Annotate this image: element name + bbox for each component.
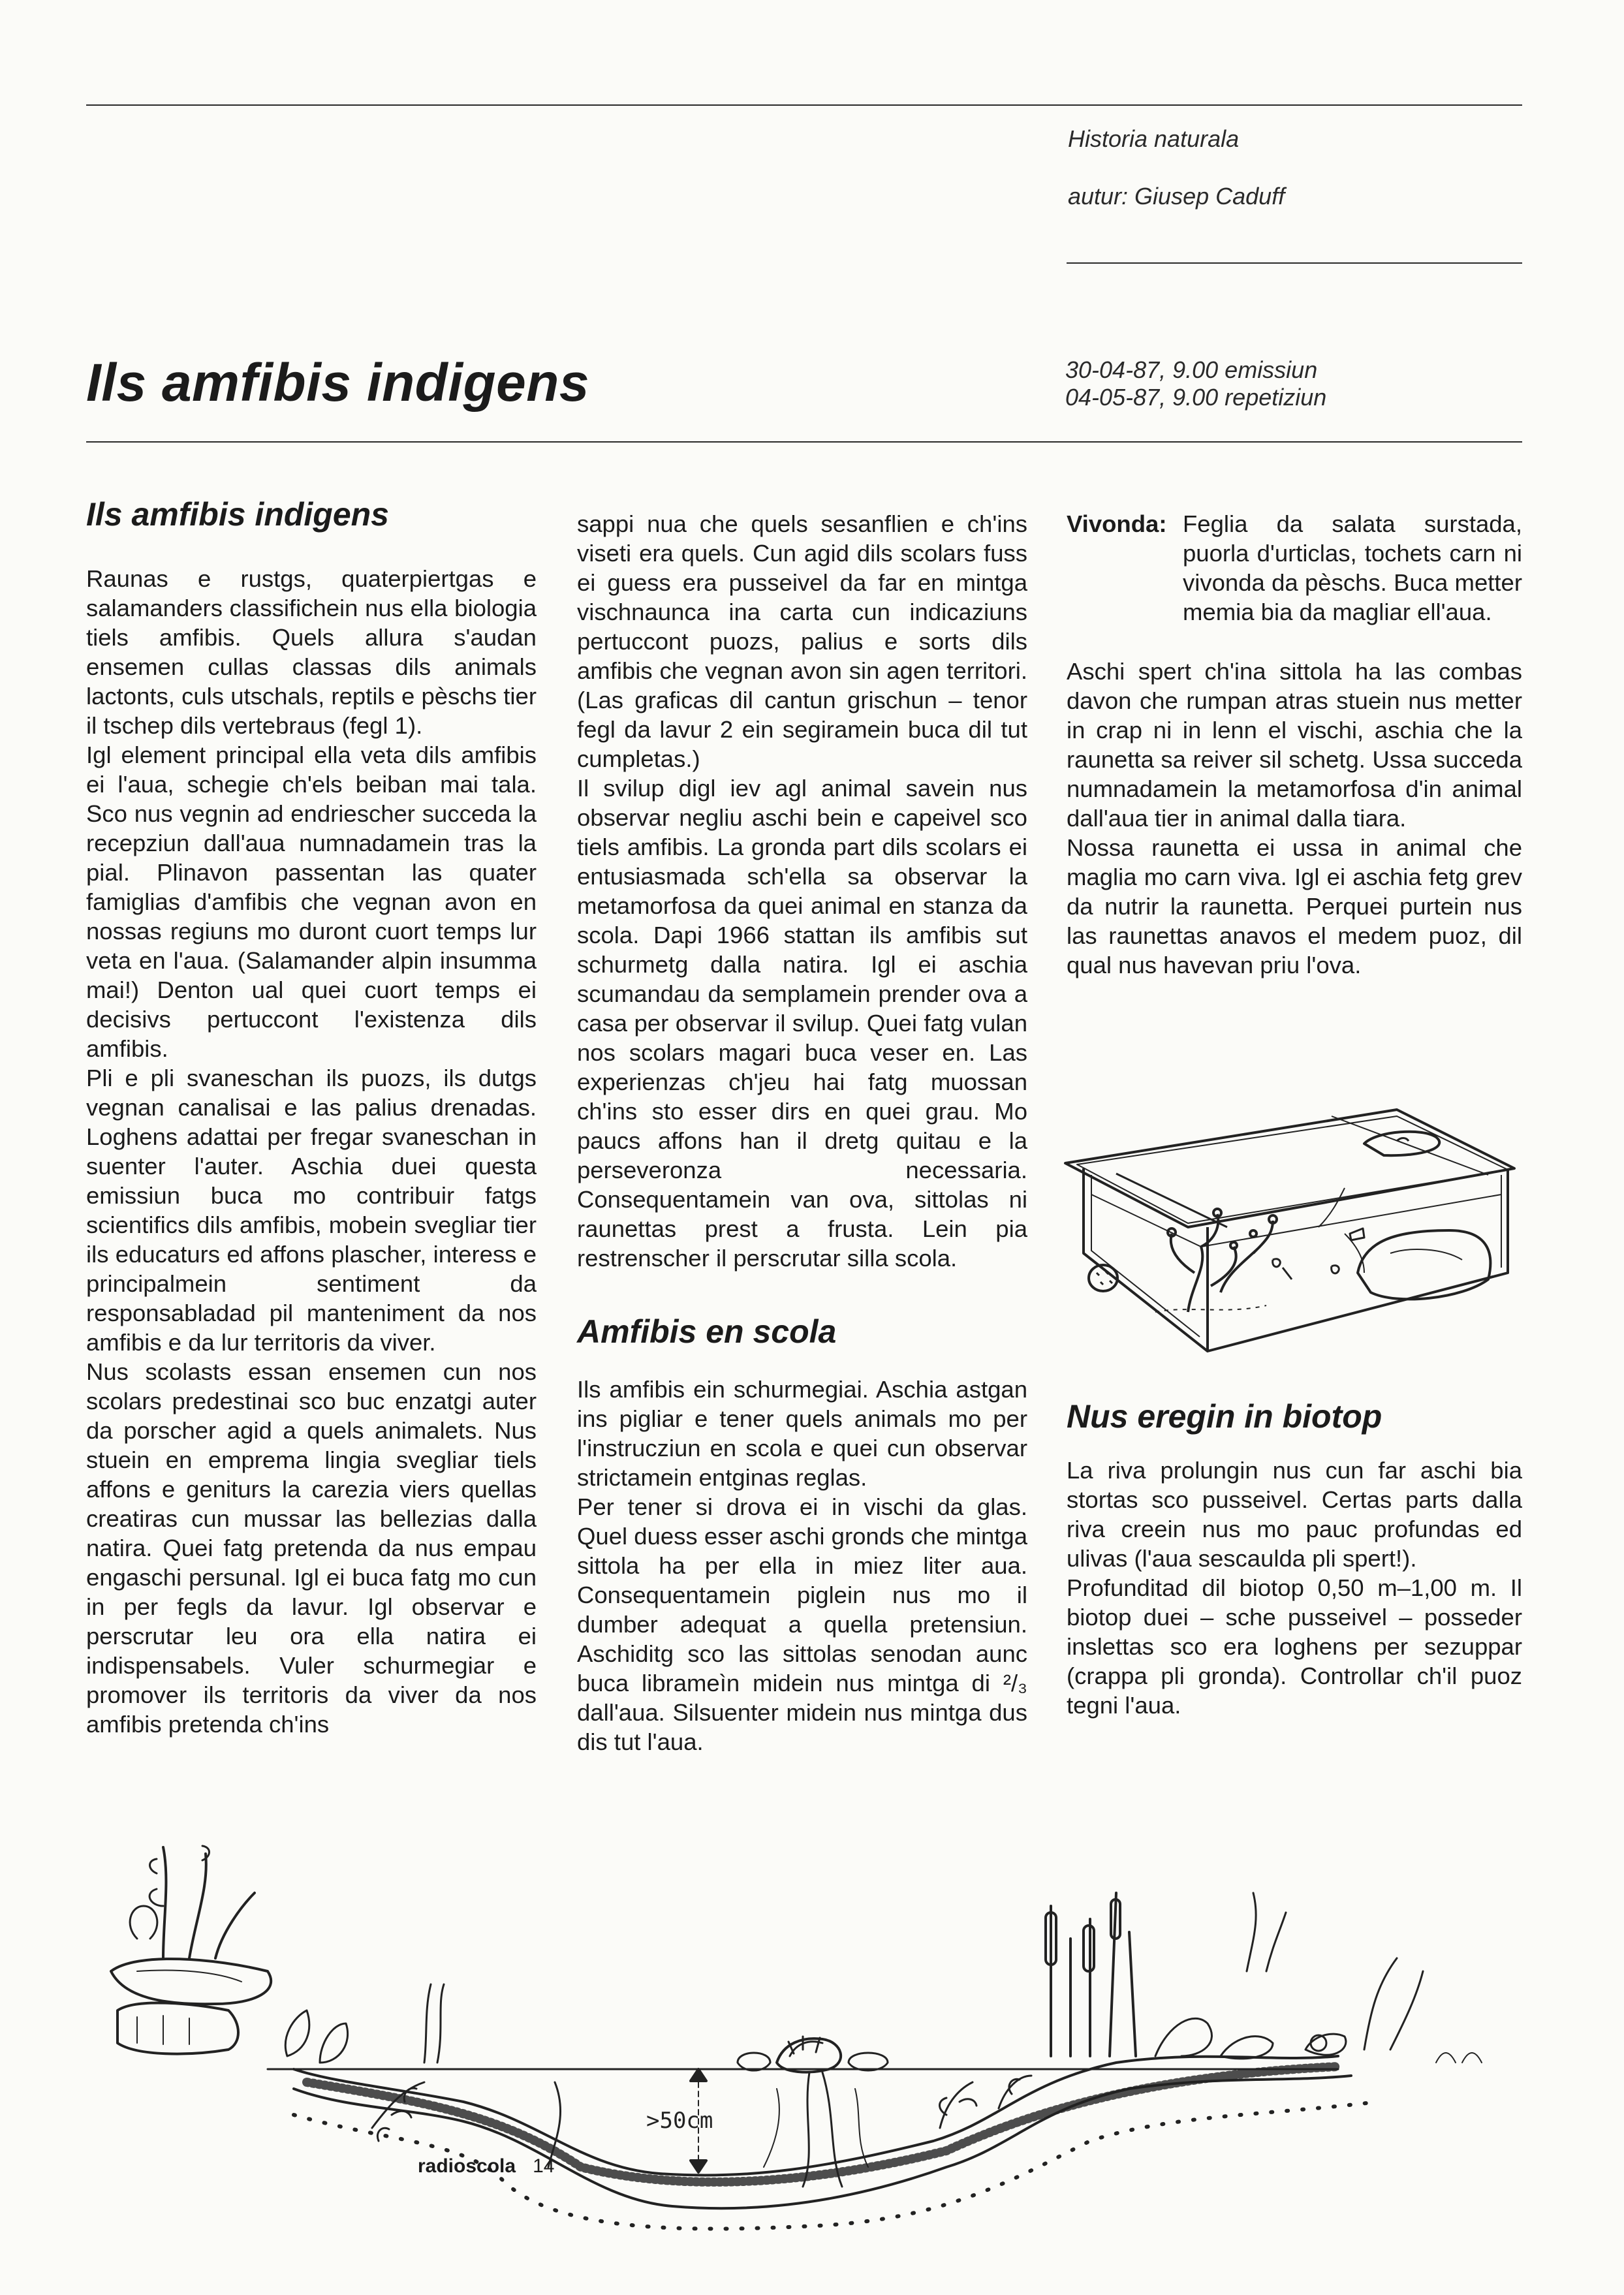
section-label: Historia naturala <box>1068 125 1240 152</box>
aquarium-illustration <box>1057 1097 1527 1384</box>
paragraph: Nossa raunetta ei ussa in animal che maglia mo carn viva. Igl ei aschia fetg grev da nutrir la raunetta. Perquei purtein nus las raunettas anavos el medem puoz, dil qual nus havevan priu l'ova. <box>1067 834 1522 978</box>
column-1-heading: Ils amfibis indigens <box>86 496 389 533</box>
page-title: Ils amfibis indigens <box>86 353 589 413</box>
paragraph: Ils amfibis ein schurmegiai. Aschia astgan ins pigliar e tener quels animals mo per l'instrucziun en scola e quei cun observar strictamein entginas reglas. <box>577 1376 1027 1491</box>
column-2-heading: Amfibis en scola <box>577 1313 837 1350</box>
author-rule <box>1067 262 1522 264</box>
repetition-date: 04-05-87, 9.00 repetiziun <box>1065 384 1327 411</box>
vivonda-entry <box>1067 509 1522 627</box>
paragraph: Nus scolasts essan ensemen cun nos scolars predestinai sco buc enzatgi auter da porscher agid a quels animalets. Nus stuein en emprema lingia svegliar tiels affons e geniturs la carezia viers quellas creatiras cun mussar las bellezias dalla natira. Quei fatg pretenda da nus empau engaschi persunal. Igl ei buca fatg mo cun in per fegls da lavur. Igl observar e perscrutar leu ora ella natira ei indispensabels. Vuler schurmegiar e promover ils territoris da viver da nos amfibis pretenda ch'ins <box>86 1358 537 1738</box>
depth-label: >50cm <box>646 2108 713 2134</box>
paragraph: Aschi spert ch'ina sittola ha las combas davon che rumpan atras stuein nus metter in crap ni in lenn el vischi, aschia che la raunetta sa reiver sil schetg. Ussa succeda numnadamein la metamorfosa d'in animal dall'aua tier in animal dalla tiara. <box>1067 658 1522 832</box>
column-3 <box>1067 509 1522 980</box>
column-2 <box>577 509 1027 1756</box>
vivonda-text: Feglia da salata surstada, puorla d'urticlas, tochets carn ni vivonda da pèschs. Buca metter memia bia da magliar ell'aua. <box>1183 510 1522 625</box>
column-3-heading: Nus eregin in biotop <box>1067 1398 1382 1435</box>
paragraph: Igl element principal ella veta dils amfibis ei l'aua, schegie ch'els beiban mai tala. Sco nus vegnin ad endriescher succeda la recepziun dall'aua numnadamein tras la pial. Plinavon passentan las quater famiglias d'amfibis che vegnan avon en nossas regiuns mo duront cuort temps lur veta en l'aua. (Salamander alpin insumma mai!) Denton ual quei cuort temps ei decisivs pertuccont l'existenza dils amfibis. <box>86 742 537 1062</box>
vivonda-label: Vivonda: <box>1067 510 1167 537</box>
page-footer <box>418 2155 554 2178</box>
top-rule <box>86 104 1522 106</box>
column-1 <box>86 495 537 1739</box>
author-label: autur: Giusep Caduff <box>1068 183 1285 210</box>
page-number: 14 <box>533 2155 555 2177</box>
paragraph: Il svilup digl iev agl animal savein nus observar negliu aschi bein e capeivel sco tiels amfibis. La gronda part dils scolars ei entusiasmada sch'ella sa observar la metamorfosa da quei animal en stanza da scola. Dapi 1966 stattan ils amfibis sut schurmetg dalla natira. Igl ei aschia scumandau da semplamein prender ova a casa per observar il svilup. Quei fatg vulan nos scolars magari buca veser en. Las experienzas ch'jeu hai fatg muossan ch'ins sto esser dirs en quei grau. Mo paucs affons han il dretg quitau e la perseveronza necessaria. Consequentamein van ova, sittolas ni raunettas prest a frusta. Lein pia restrenscher il perscrutar silla scola. <box>577 775 1027 1272</box>
publication-name: radioscola <box>418 2155 516 2177</box>
title-rule <box>86 441 1522 443</box>
broadcast-dates <box>1065 356 1326 411</box>
paragraph: Pli e pli svaneschan ils puozs, ils dutgs vegnan canalisai e las palius drenadas. Loghens adattai per fregar svaneschan in suenter l'auter. Aschia duei questa emissiun buca mo contribuir fatgs scientifics dils amfibis, mobein svegliar tier ils educaturs ed affons plascher, interess e principalmein sentiment da responsabladad pil manteniment da nos amfibis e da lur territoris da viver. <box>86 1065 537 1356</box>
pond-illustration <box>98 1775 1534 2232</box>
paragraph: Raunas e rustgs, quaterpiertgas e salamanders classifichein nus ella biologia tiels amfibis. Quels allura s'audan ensemen cullas classas dils animals lactonts, culs utschals, reptils e pèschs tier il tschep dils vertebraus (fegl 1). <box>86 565 537 739</box>
paragraph: Profunditad dil biotop 0,50 m–1,00 m. Il biotop duei – sche pusseivel – posseder inslettas sco era loghens per sezuppar (crappa pli gronda). Controllar ch'il puoz tegni l'aua. <box>1067 1574 1522 1719</box>
emission-date: 30-04-87, 9.00 emissiun <box>1065 356 1318 383</box>
column-3-lower <box>1067 1397 1522 1720</box>
paragraph: La riva prolungin nus cun far aschi bia stortas sco pusseivel. Certas parts dalla riva creein nus mo pauc profundas ed ulivas (l'aua sescaulda pli spert!). <box>1067 1457 1522 1572</box>
paragraph: Per tener si drova ei in vischi da glas. Quel duess esser aschi gronds che mintga sittola ha per ella in miez liter aua. Consequentamein piglein nus mo il dumber adequat a quella pretensiun. Aschiditg sco las sittolas senodan aunc buca librameìn midein nus mintga di ²/₃ dall'aua. Silsuenter midein nus mintga dus dis tut l'aua. <box>577 1493 1027 1755</box>
paragraph: sappi nua che quels sesanflien e ch'ins viseti era quels. Cun agid dils scolars fuss ei guess era pusseivel da far en mintga vischnaunca ina carta cun indicaziuns pertuccont puozs, palius e sorts dils amfibis che vegnan avon sin agen territori. (Las graficas dil cantun grischun – tenor fegl da lavur 2 ein segiramein buca dil tut cumpletas.) <box>577 510 1027 772</box>
